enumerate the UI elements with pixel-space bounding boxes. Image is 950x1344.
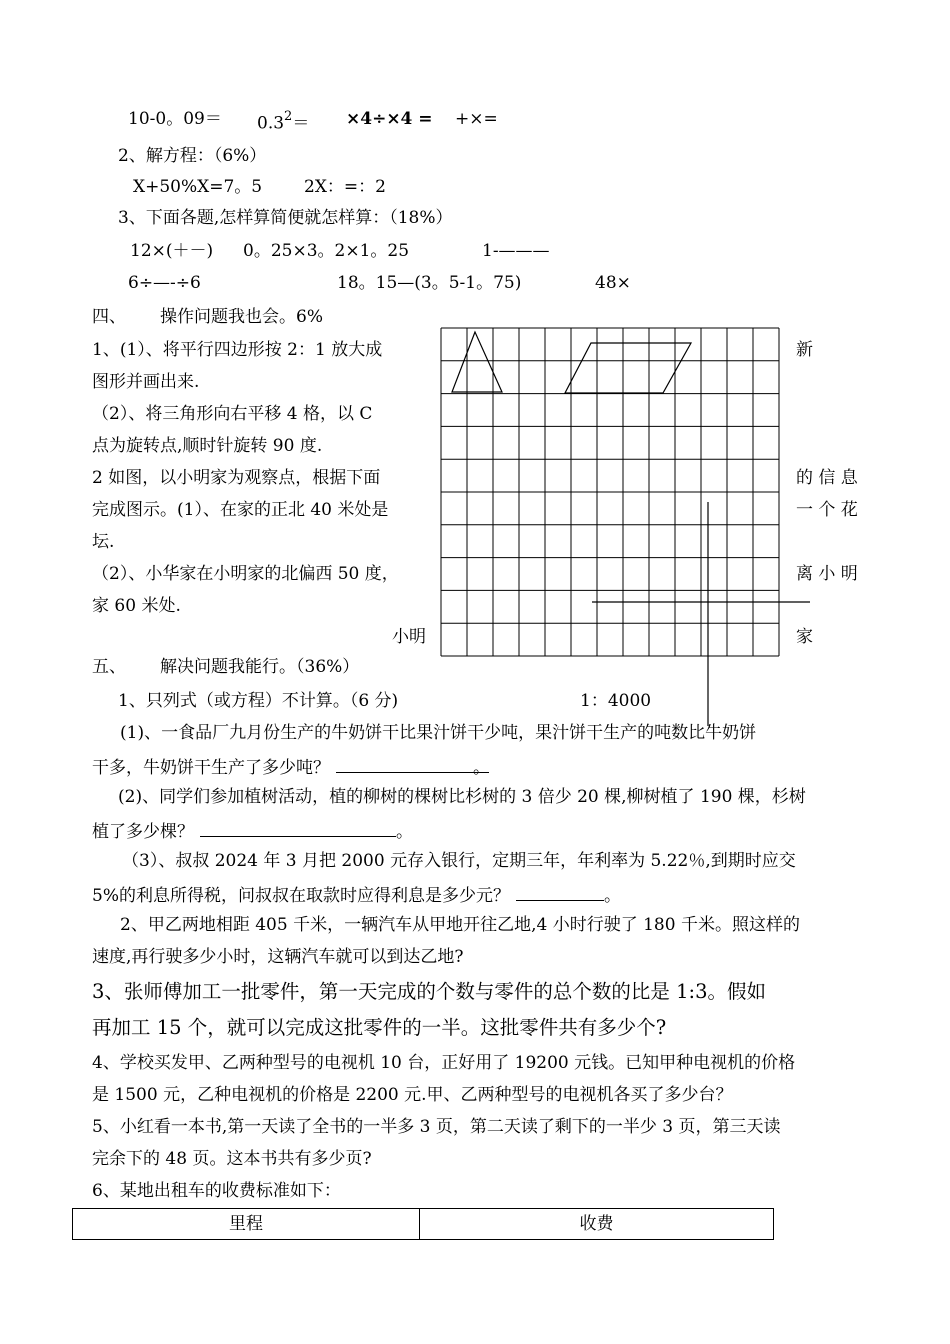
q3-title: 3、下面各题,怎样算简便就怎样算：（18%）: [118, 208, 453, 228]
taxi-fee-table: [72, 1208, 774, 1240]
triangle-shape: [452, 332, 502, 392]
s4-right-4: 离 小 明: [796, 564, 858, 584]
s5-q2-line-2: 速度,再行驶多少小时，这辆汽车就可以到达乙地?: [92, 947, 464, 967]
s4-p2-line-1: 2 如图，以小明家为观察点，根据下面: [92, 468, 381, 488]
s5-q1-3-text: 5%的利息所得税，问叔叔在取款时应得利息是多少元？: [92, 886, 510, 906]
s4-p1-line-2: 图形并画出来.: [92, 372, 200, 392]
calc-base: 0.3: [257, 113, 285, 134]
s4-right-1: 新: [796, 340, 813, 360]
section4-heading: 操作问题我也会。6%: [160, 307, 323, 327]
s5-q1-2-line-2: [92, 818, 413, 843]
s4-p1-line-1: 1、(1）、将平行四边形按 2：1 放大成: [92, 340, 383, 360]
s5-q4-line-2: 是 1500 元，乙种电视机的价格是 2200 元.甲、乙两种型号的电视机各买了多少台？: [92, 1085, 733, 1105]
q3-r1-c: 1-———: [482, 241, 550, 261]
parallelogram-shape: [565, 343, 691, 393]
s5-q1-title: 1、只列式（或方程）不计算。（6 分): [118, 691, 399, 711]
calc-item-1: 10-0。09＝: [128, 109, 222, 129]
calc-item-3: ×4÷×4 =: [346, 109, 433, 129]
s5-q4-line-1: 4、学校买发甲、乙两种型号的电视机 10 台，正好用了 19200 元钱。已知甲种电视机的价格: [92, 1053, 796, 1073]
table-header-row: [73, 1209, 774, 1240]
s5-q1-2-line-1: (2)、同学们参加植树活动，植的柳树的棵树比杉树的 3 倍少 20 棵,柳树植了 190 棵，杉树: [118, 787, 806, 807]
answer-blank-2[interactable]: [200, 818, 396, 837]
s4-p2-line-3: 坛.: [92, 532, 115, 552]
calc-exponent: 2: [284, 109, 293, 124]
q3-r2-b: 18。15—(3。5-1。75): [337, 273, 522, 293]
col-header-fee: 收费: [420, 1209, 774, 1240]
s4-p2-line-4: （2）、小华家在小明家的北偏西 50 度，: [92, 564, 399, 584]
q2-title: 2、解方程：（6%）: [118, 146, 267, 166]
answer-blank-3[interactable]: [516, 882, 604, 901]
xiaoming-label: 小明: [392, 627, 426, 647]
q3-r2-a: 6÷—-÷6: [128, 273, 201, 293]
section5-heading: 解决问题我能行。（36%）: [160, 657, 360, 677]
s5-q1-1-text: 干多，牛奶饼干生产了多少吨？: [92, 758, 330, 778]
s5-q1-3-line-1: （3）、叔叔 2024 年 3 月把 2000 元存入银行，定期三年，年利率为 5.22％,到期时应交: [122, 851, 796, 871]
section4-number: 四、: [92, 307, 126, 327]
s5-q1-3-line-2: [92, 882, 621, 907]
s4-p2-line-5: 家 60 米处.: [92, 596, 181, 616]
calc-item-2: [257, 108, 309, 135]
s5-q6-title: 6、某地出租车的收费标准如下：: [92, 1181, 341, 1201]
q3-r1-a: 12×(＋－): [130, 241, 214, 261]
s5-q1-2-end: 。: [396, 822, 413, 842]
q3-r1-b: 0。25×3。2×1。25: [243, 241, 410, 261]
s4-p1-line-4: 点为旋转点,顺时针旋转 90 度.: [92, 436, 323, 456]
s4-right-3: 一 个 花: [796, 500, 858, 520]
s5-q1-3-end: 。: [603, 886, 621, 906]
calc-item-4: +×=: [455, 109, 498, 129]
scale-label: 1：4000: [580, 691, 652, 711]
s5-q3-line-1: 3、张师傅加工一批零件，第一天完成的个数与零件的总个数的比是 1:3。假如: [92, 980, 766, 1003]
s4-p2-line-2: 完成图示。(1）、在家的正北 40 米处是: [92, 500, 389, 520]
s5-q1-1-line-2: [92, 754, 490, 779]
s5-q5-line-2: 完余下的 48 页。这本书共有多少页?: [92, 1149, 372, 1169]
col-header-distance: 里程: [73, 1209, 420, 1240]
q2-eq-2: 2X：=：2: [304, 177, 386, 197]
s5-q1-1-end: 。: [473, 758, 490, 778]
section5-number: 五、: [92, 657, 126, 677]
s5-q2-line-1: 2、甲乙两地相距 405 千米，一辆汽车从甲地开往乙地,4 小时行驶了 180 千米。照这样的: [120, 915, 800, 935]
s4-p1-line-3: （2）、将三角形向右平移 4 格，以 C: [92, 404, 373, 424]
s5-q5-line-1: 5、小红看一本书,第一天读了全书的一半多 3 页，第二天读了剩下的一半少 3 页，第三天读: [92, 1117, 781, 1137]
s5-q1-2-text: 植了多少棵？: [92, 822, 194, 842]
s5-q1-1-line-1: (1)、一食品厂九月份生产的牛奶饼干比果汁饼干少吨，果汁饼干生产的吨数比牛奶饼: [120, 723, 757, 743]
answer-blank-1[interactable]: [336, 754, 489, 773]
calc-equals: ＝: [292, 113, 310, 134]
q2-eq-1: X+50%X=7。5: [133, 177, 263, 197]
s4-right-5: 家: [796, 627, 813, 647]
s5-q3-line-2: 再加工 15 个，就可以完成这批零件的一半。这批零件共有多少个?: [92, 1016, 667, 1039]
q3-r2-c: 48×: [595, 273, 631, 293]
s4-right-2: 的 信 息: [796, 468, 858, 488]
